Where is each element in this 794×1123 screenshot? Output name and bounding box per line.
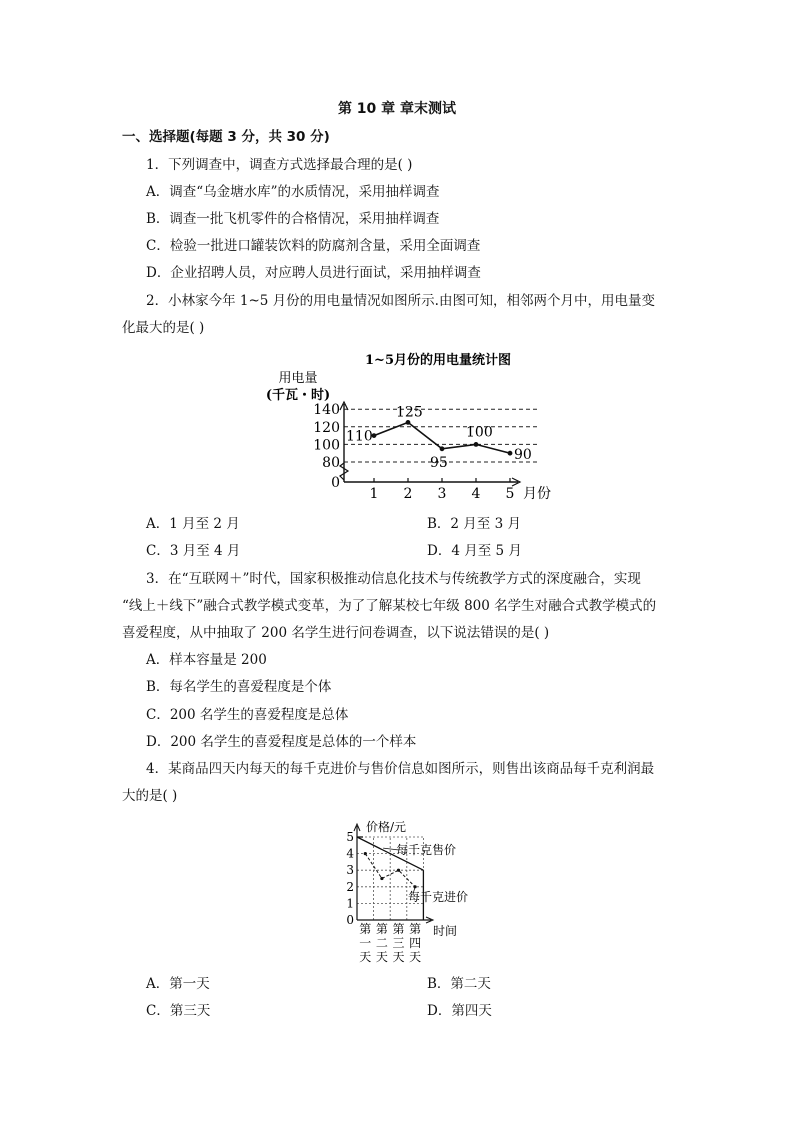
chart2-y-tick-label: 4 <box>346 846 354 861</box>
q3-option-a: A．样本容量是 200 <box>146 652 267 668</box>
chart1-point <box>474 442 479 447</box>
chart1-x-tick-label: 3 <box>437 486 447 502</box>
chart2-x-tick-label-mid: 二 <box>375 936 388 950</box>
chart2-x-tick-label-top: 第 <box>375 922 388 936</box>
chart2-x-tick-label-bot: 天 <box>392 950 405 964</box>
chart2-x-tick-label-top: 第 <box>409 922 422 936</box>
q4-option-b: B．第二天 <box>427 976 491 992</box>
chart2-y-tick-label: 5 <box>346 830 354 844</box>
chart2-axes <box>354 824 433 923</box>
section-heading: 一、选择题(每题 3 分，共 30 分) <box>122 129 330 145</box>
q2-option-b: B．2 月至 3 月 <box>427 516 521 532</box>
chart1-y-tick-label: 120 <box>313 419 340 436</box>
chart1-y-tick-label: 0 <box>331 475 340 491</box>
chart2-y-tick-label: 1 <box>346 896 354 911</box>
q1-option-d: D．企业招聘人员，对应聘人员进行面试，采用抽样调查 <box>146 265 481 281</box>
chart2-x-tick-label-top: 第 <box>359 922 372 936</box>
price-line-chart <box>335 814 485 966</box>
chart2-series-label-sell: 每千克售价 <box>396 843 457 857</box>
q4-option-d: D．第四天 <box>427 1003 492 1019</box>
chart2-y-tick-label: 2 <box>346 879 354 894</box>
q1-option-b: B．调查一批飞机零件的合格情况，采用抽样调查 <box>146 211 440 227</box>
chart2-x-tick-label-bot: 天 <box>375 950 388 964</box>
q3-option-b: B．每名学生的喜爱程度是个体 <box>146 679 332 695</box>
chart1-point <box>440 446 445 451</box>
q4-option-c: C．第三天 <box>146 1003 211 1019</box>
chart1-x-tick-label: 4 <box>471 486 481 502</box>
chart2-y-tick-label: 3 <box>346 863 354 878</box>
chart2-buy-point <box>364 852 367 855</box>
chart2-series-label-buy: 每千克进价 <box>408 890 469 904</box>
chart1-data-label: 110 <box>346 428 373 445</box>
chart2-x-tick-label-bot: 天 <box>359 950 372 964</box>
chart2-ylabel: 价格/元 <box>366 820 407 834</box>
chart1-data-label: 95 <box>430 454 448 471</box>
chart2-x-tick-labels <box>359 922 421 964</box>
page-title: 第 10 章 章末测试 <box>337 101 457 117</box>
chart1-data-label: 90 <box>514 447 532 464</box>
chart2-x-tick-label-mid: 三 <box>392 936 405 950</box>
chart1-x-tick-label: 1 <box>369 486 379 502</box>
q1-option-c: C．检验一批进口罐装饮料的防腐剂含量，采用全面调查 <box>146 238 481 254</box>
chart1-y-tick-label: 140 <box>313 402 340 419</box>
q3-option-c: C．200 名学生的喜爱程度是总体 <box>146 707 349 723</box>
chart1-data-label: 100 <box>466 424 493 441</box>
chart2-x-tick-label-top: 第 <box>392 922 405 936</box>
chart2-x-tick-label-bot: 天 <box>409 950 422 964</box>
chart1-ylabel-line2: (千瓦・时) <box>265 388 331 403</box>
chart1-x-tick-label: 2 <box>403 486 413 502</box>
chart1-ylabel-line1: 用电量 <box>278 371 318 386</box>
chart2-buy-point <box>380 877 383 880</box>
q3-option-d: D．200 名学生的喜爱程度是总体的一个样本 <box>146 734 417 750</box>
chart1-x-tick-labels <box>370 486 515 502</box>
q2-option-a: A．1 月至 2 月 <box>146 516 240 532</box>
chart1-title: 1~5月份的用电量统计图 <box>365 353 511 368</box>
q4-stem-line1: 4．某商品四天内每天的每千克进价与售价信息如图所示，则售出该商品每千克利润最 <box>146 761 655 777</box>
q2-stem-line1: 2．小林家今年 1~5 月份的用电量情况如图所示.由图可知，相邻两个月中，用电量变 <box>146 293 655 309</box>
q2-option-c: C．3 月至 4 月 <box>146 543 241 559</box>
q3-stem-line1: 3．在“互联网＋”时代，国家积极推动信息化技术与传统教学方式的深度融合，实现 <box>146 571 641 587</box>
chart1-xlabel: 月份 <box>523 486 551 502</box>
chart1-y-tick-label: 100 <box>313 437 340 454</box>
chart1-x-tick-label: 5 <box>505 486 515 502</box>
chart1-point <box>406 420 411 425</box>
chart1-data-label: 125 <box>396 404 423 421</box>
q3-stem-line3: 喜爱程度，从中抽取了 200 名学生进行问卷调查，以下说法错误的是( ) <box>122 625 550 641</box>
electricity-line-chart <box>250 346 570 506</box>
q1-stem: 1．下列调查中，调查方式选择最合理的是( ) <box>146 157 413 173</box>
q1-option-a: A．调查“乌金塘水库”的水质情况，采用抽样调查 <box>146 184 440 200</box>
chart2-xlabel: 时间 <box>433 924 458 938</box>
chart2-buy-point <box>397 869 400 872</box>
q4-stem-line2: 大的是( ) <box>122 788 178 804</box>
q4-option-a: A．第一天 <box>146 976 210 992</box>
chart1-y-tick-label: 80 <box>322 455 340 471</box>
chart1-y-tick-labels <box>313 402 340 491</box>
q3-stem-line2: “线上＋线下”融合式教学模式变革，为了了解某校七年级 800 名学生对融合式教学模式的 <box>122 598 657 614</box>
chart2-x-tick-label-mid: 一 <box>359 936 372 950</box>
chart2-y-tick-label: 0 <box>346 913 354 927</box>
q2-stem-line2: 化最大的是( ) <box>122 320 205 336</box>
chart2-x-tick-label-mid: 四 <box>409 936 422 950</box>
q2-option-d: D．4 月至 5 月 <box>427 543 522 559</box>
chart1-series <box>346 404 532 470</box>
chart1-point <box>508 451 513 456</box>
chart2-y-tick-labels <box>346 830 354 927</box>
